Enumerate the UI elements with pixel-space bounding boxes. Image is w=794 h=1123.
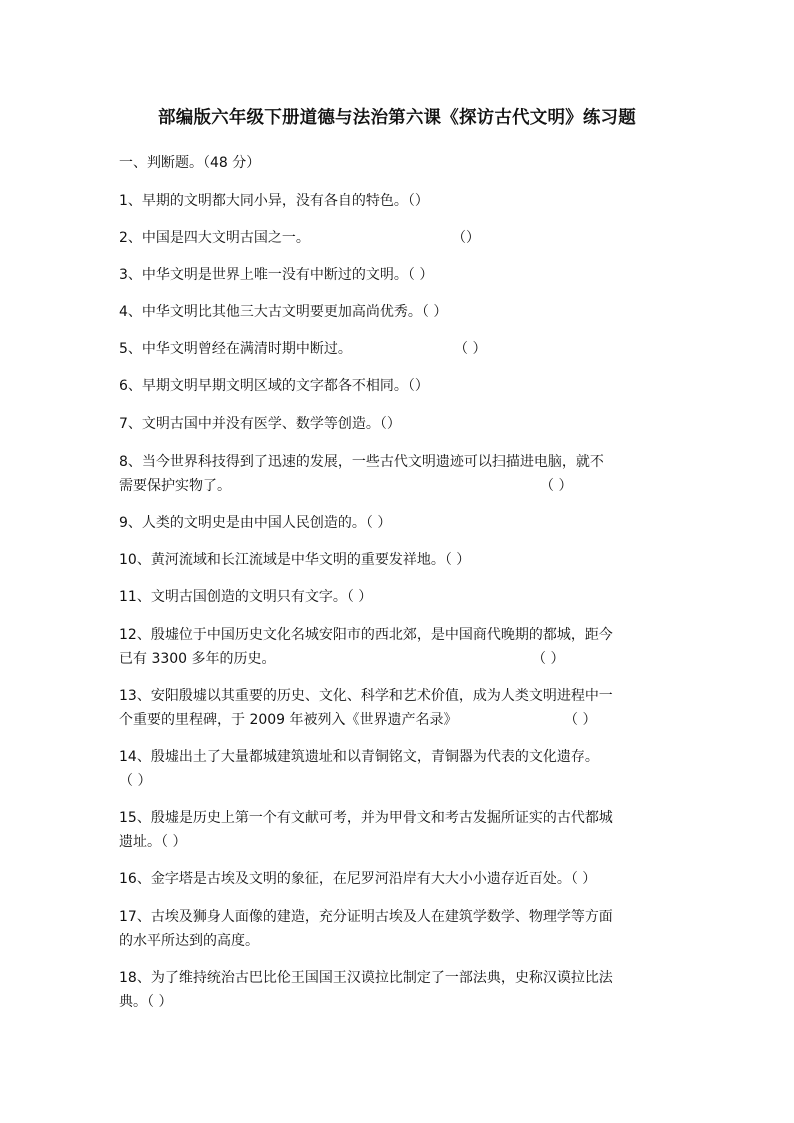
question-line-15b: 遗址。（ ）: [119, 834, 187, 850]
question-line-5: 5、中华文明曾经在满清时期中断过。: [119, 341, 352, 357]
question-line-18a: 18、为了维持统治古巴比伦王国国王汉谟拉比制定了一部法典，史称汉谟拉比法: [119, 970, 613, 986]
question-line-16: 16、金字塔是古埃及文明的象征，在尼罗河沿岸有大大小小遗存近百处。（ ）: [119, 871, 597, 887]
question-line-3: 3、中华文明是世界上唯一没有中断过的文明。（ ）: [119, 267, 434, 283]
question-line-8b: 需要保护实物了。: [119, 478, 231, 494]
question-line-14b: （ ）: [119, 773, 152, 789]
question-line-13b: 个重要的里程碑，于 2009 年被列入《世界遗产名录》: [119, 712, 458, 728]
question-line-17b: 的水平所达到的高度。: [119, 933, 259, 949]
page-title: 部编版六年级下册道德与法治第六课《探访古代文明》练习题: [158, 108, 636, 128]
question-line-12b: 已有 3300 多年的历史。: [119, 651, 276, 667]
answer-bracket-5: （ ）: [454, 341, 487, 357]
question-line-11: 11、文明古国创造的文明只有文字。（ ）: [119, 589, 373, 605]
question-line-2: 2、中国是四大文明古国之一。: [119, 230, 310, 246]
question-line-6: 6、早期文明早期文明区域的文字都各不相同。（）: [119, 378, 429, 394]
answer-bracket-13: （ ）: [564, 712, 597, 728]
question-line-10: 10、黄河流域和长江流域是中华文明的重要发祥地。（ ）: [119, 552, 471, 568]
question-line-18b: 典。（ ）: [119, 994, 173, 1010]
question-line-12a: 12、殷墟位于中国历史文化名城安阳市的西北郊，是中国商代晚期的都城，距今: [119, 627, 613, 643]
question-line-1: 1、早期的文明都大同小异，没有各自的特色。（）: [119, 193, 429, 209]
answer-bracket-12: （ ）: [532, 651, 565, 667]
question-line-9: 9、人类的文明史是由中国人民创造的。（ ）: [119, 515, 392, 531]
question-line-15a: 15、殷墟是历史上第一个有文献可考，并为甲骨文和考古发掘所证实的古代都城: [119, 810, 613, 826]
answer-bracket-8: （ ）: [540, 478, 573, 494]
question-line-14a: 14、殷墟出土了大量都城建筑遗址和以青铜铭文，青铜器为代表的文化遗存。: [119, 749, 599, 765]
question-line-4: 4、中华文明比其他三大古文明要更加高尚优秀。（ ）: [119, 304, 448, 320]
question-line-17a: 17、古埃及狮身人面像的建造，充分证明古埃及人在建筑学数学、物理学等方面: [119, 909, 613, 925]
question-line-13a: 13、安阳殷墟以其重要的历史、文化、科学和艺术价值，成为人类文明进程中一: [119, 688, 613, 704]
question-line-8a: 8、当今世界科技得到了迅速的发展，一些古代文明遗迹可以扫描进电脑，就不: [119, 454, 604, 470]
answer-bracket-2: （）: [452, 230, 480, 246]
question-line-7: 7、文明古国中并没有医学、数学等创造。（）: [119, 416, 401, 432]
section-heading: 一、判断题。（48 分）: [119, 155, 261, 171]
